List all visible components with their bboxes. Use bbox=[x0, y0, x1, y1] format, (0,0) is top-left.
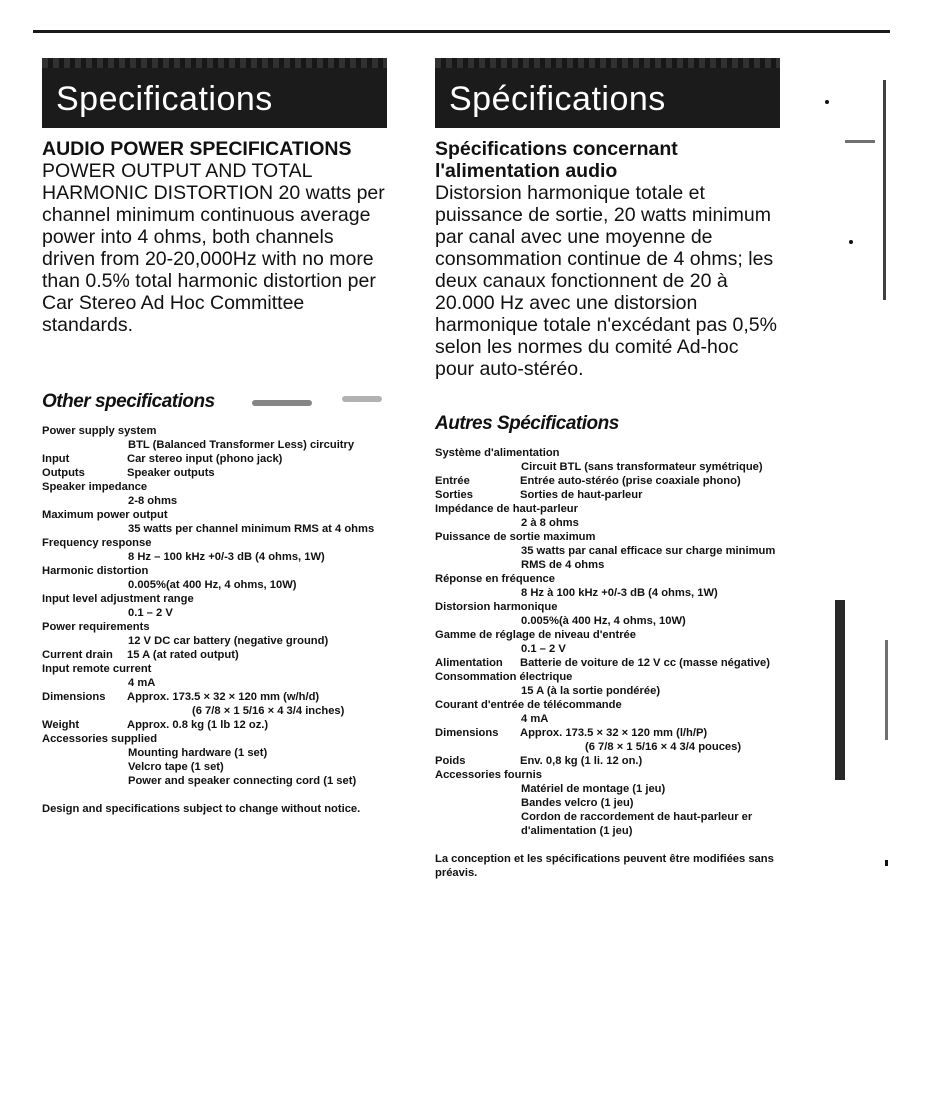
spec-row bbox=[435, 572, 780, 586]
spec-row bbox=[42, 662, 387, 676]
spec-row bbox=[42, 452, 387, 466]
spec-row bbox=[42, 578, 387, 592]
spec-row bbox=[435, 474, 780, 488]
spec-row bbox=[435, 502, 780, 516]
spec-row bbox=[435, 530, 780, 544]
specifications-banner-fr bbox=[435, 58, 780, 128]
spec-row bbox=[42, 480, 387, 494]
spec-row bbox=[42, 746, 387, 760]
spec-row bbox=[435, 544, 780, 572]
spec-value: Approx. 0.8 kg (1 lb 12 oz.) bbox=[127, 719, 269, 731]
spec-label: Weight bbox=[42, 719, 80, 731]
spec-row bbox=[42, 620, 387, 634]
spec-value: (6 7/8 × 1 5/16 × 4 3/4 inches) bbox=[192, 705, 345, 717]
banner-title-fr: Spécifications bbox=[449, 80, 666, 118]
spec-value: 15 A (à la sortie pondérée) bbox=[521, 685, 661, 697]
spec-label: Input bbox=[42, 453, 70, 465]
spec-row bbox=[42, 494, 387, 508]
spec-row bbox=[435, 684, 780, 698]
spec-row bbox=[42, 690, 387, 704]
spec-row bbox=[42, 676, 387, 690]
spec-row bbox=[435, 642, 780, 656]
spec-value: Approx. 173.5 × 32 × 120 mm (w/h/d) bbox=[127, 691, 320, 703]
spec-row bbox=[435, 726, 780, 740]
subheading-text-fr: Autres Spécifications bbox=[435, 413, 619, 434]
other-specifications-heading bbox=[42, 386, 387, 420]
spec-label: Courant d'entrée de télécommande bbox=[435, 699, 622, 711]
spec-row bbox=[435, 628, 780, 642]
spec-row bbox=[435, 586, 780, 600]
spec-value: Matériel de montage (1 jeu) bbox=[521, 783, 666, 795]
spec-label: Réponse en fréquence bbox=[435, 573, 555, 585]
spec-value: Speaker outputs bbox=[127, 467, 215, 479]
banner-title: Specifications bbox=[56, 80, 273, 118]
spec-label: Outputs bbox=[42, 467, 85, 479]
spec-row bbox=[42, 522, 387, 536]
spec-row bbox=[42, 564, 387, 578]
spec-value: Batterie de voiture de 12 V cc (masse négative) bbox=[520, 657, 770, 669]
spec-value: Approx. 173.5 × 32 × 120 mm (l/h/P) bbox=[520, 727, 708, 739]
spec-list-fr bbox=[435, 446, 780, 838]
spec-value: Cordon de raccordement de haut-parleur er d'alimentation (1 jeu) bbox=[521, 811, 753, 837]
spec-label: Speaker impedance bbox=[42, 481, 148, 493]
spec-label: Accessories fournis bbox=[435, 769, 542, 781]
spec-value: 0.005%(à 400 Hz, 4 ohms, 10W) bbox=[521, 615, 686, 627]
audio-power-text-fr: Distorsion harmonique totale et puissance de sortie, 20 watts minimum par canal avec une moyenne de consommation continue de 4 ohms; les deux canaux fonctionnent de 20 à 20.000 Hz avec une distorsion harmonique totale n'excédant pas 0,5% selon les normes du comité Ad-hoc pour auto-stéréo. bbox=[435, 182, 777, 380]
spec-value: Car stereo input (phono jack) bbox=[127, 453, 283, 465]
spec-value: Power and speaker connecting cord (1 set) bbox=[128, 775, 357, 787]
spec-row bbox=[42, 704, 387, 718]
audio-power-heading: AUDIO POWER SPECIFICATIONS bbox=[42, 138, 352, 160]
spec-row bbox=[435, 712, 780, 726]
change-notice-fr: La conception et les spécifications peuvent être modifiées sans préavis. bbox=[435, 853, 774, 879]
spec-label: Gamme de réglage de niveau d'entrée bbox=[435, 629, 637, 641]
spec-value: 2 à 8 ohms bbox=[521, 517, 579, 529]
spec-row bbox=[435, 810, 780, 838]
spec-value: 4 mA bbox=[521, 713, 549, 725]
spec-row bbox=[435, 656, 780, 670]
spec-label: Dimensions bbox=[42, 691, 106, 703]
spec-value: (6 7/8 × 1 5/16 × 4 3/4 pouces) bbox=[585, 741, 742, 753]
spec-row bbox=[435, 614, 780, 628]
spec-label: Poids bbox=[435, 755, 466, 767]
spec-value: Velcro tape (1 set) bbox=[128, 761, 224, 773]
spec-row bbox=[435, 460, 780, 474]
subheading-text: Other specifications bbox=[42, 391, 215, 412]
spec-row bbox=[435, 782, 780, 796]
spec-label: Distorsion harmonique bbox=[435, 601, 558, 613]
spec-label: Input remote current bbox=[42, 663, 152, 675]
spec-row bbox=[435, 446, 780, 460]
spec-row bbox=[435, 698, 780, 712]
spec-label: Alimentation bbox=[435, 657, 503, 669]
spec-value: 2-8 ohms bbox=[128, 495, 178, 507]
spec-label: Système d'alimentation bbox=[435, 447, 560, 459]
spec-row bbox=[435, 600, 780, 614]
autres-specifications-heading bbox=[435, 408, 780, 442]
spec-row bbox=[435, 516, 780, 530]
spec-row bbox=[435, 740, 780, 754]
spec-row bbox=[42, 536, 387, 550]
spec-row bbox=[42, 550, 387, 564]
french-column bbox=[435, 58, 780, 880]
spec-row bbox=[435, 768, 780, 782]
specifications-banner bbox=[42, 58, 387, 128]
spec-value: BTL (Balanced Transformer Less) circuitry bbox=[128, 439, 355, 451]
spec-row bbox=[42, 718, 387, 732]
scan-margin-marks bbox=[825, 80, 905, 1030]
english-column bbox=[42, 58, 387, 816]
spec-row bbox=[42, 634, 387, 648]
audio-power-text: POWER OUTPUT AND TOTAL HARMONIC DISTORTION 20 watts per channel minimum continuous average power into 4 ohms, both channels driven from 20-20,000Hz with no more than 0.5% total harmonic distortion per Car Stereo Ad Hoc Committee standards. bbox=[42, 160, 385, 336]
spec-row bbox=[42, 760, 387, 774]
spec-label: Puissance de sortie maximum bbox=[435, 531, 596, 543]
spec-row bbox=[42, 592, 387, 606]
spec-label: Consommation électrique bbox=[435, 671, 573, 683]
spec-row bbox=[435, 488, 780, 502]
spec-value: 15 A (at rated output) bbox=[127, 649, 239, 661]
spec-label: Entrée bbox=[435, 475, 470, 487]
spec-label: Frequency response bbox=[42, 537, 152, 549]
spec-label: Impédance de haut-parleur bbox=[435, 503, 578, 515]
spec-row bbox=[435, 670, 780, 684]
spec-row bbox=[42, 424, 387, 438]
spec-label: Current drain bbox=[42, 649, 113, 661]
spec-row bbox=[42, 438, 387, 452]
spec-row bbox=[435, 754, 780, 768]
spec-label: Power supply system bbox=[42, 425, 157, 437]
print-smudge bbox=[342, 396, 382, 402]
spec-value: 4 mA bbox=[128, 677, 156, 689]
print-smudge bbox=[252, 400, 312, 406]
spec-label: Accessories supplied bbox=[42, 733, 158, 745]
spec-value: 0.1 – 2 V bbox=[128, 607, 173, 619]
spec-row bbox=[42, 466, 387, 480]
spec-value: 0.1 – 2 V bbox=[521, 643, 566, 655]
spec-value: Bandes velcro (1 jeu) bbox=[521, 797, 634, 809]
spec-row bbox=[42, 606, 387, 620]
spec-value: 0.005%(at 400 Hz, 4 ohms, 10W) bbox=[128, 579, 297, 591]
spec-value: Entrée auto-stéréo (prise coaxiale phono) bbox=[520, 475, 741, 487]
spec-label: Dimensions bbox=[435, 727, 499, 739]
spec-row bbox=[42, 774, 387, 788]
spec-row bbox=[435, 796, 780, 810]
spec-value: 35 watts par canal efficace sur charge minimum RMS de 4 ohms bbox=[521, 545, 776, 571]
audio-power-heading-fr: Spécifications concernant l'alimentation audio bbox=[435, 138, 678, 182]
spec-value: 8 Hz à 100 kHz +0/-3 dB (4 ohms, 1W) bbox=[521, 587, 718, 599]
spec-value: 35 watts per channel minimum RMS at 4 ohms bbox=[128, 523, 375, 535]
spec-value: Mounting hardware (1 set) bbox=[128, 747, 268, 759]
spec-row bbox=[42, 732, 387, 746]
spec-value: 8 Hz – 100 kHz +0/-3 dB (4 ohms, 1W) bbox=[128, 551, 325, 563]
spec-label: Harmonic distortion bbox=[42, 565, 149, 577]
spec-row bbox=[42, 648, 387, 662]
change-notice: Design and specifications subject to change without notice. bbox=[42, 803, 361, 815]
spec-label: Maximum power output bbox=[42, 509, 168, 521]
spec-value: Circuit BTL (sans transformateur symétrique) bbox=[521, 461, 763, 473]
spec-label: Sorties bbox=[435, 489, 473, 501]
spec-value: Sorties de haut-parleur bbox=[520, 489, 643, 501]
spec-label: Power requirements bbox=[42, 621, 150, 633]
spec-value: 12 V DC car battery (negative ground) bbox=[128, 635, 329, 647]
spec-list bbox=[42, 424, 387, 788]
spec-value: Env. 0,8 kg (1 li. 12 on.) bbox=[520, 755, 643, 767]
spec-row bbox=[42, 508, 387, 522]
spec-label: Input level adjustment range bbox=[42, 593, 194, 605]
top-rule bbox=[33, 30, 890, 33]
